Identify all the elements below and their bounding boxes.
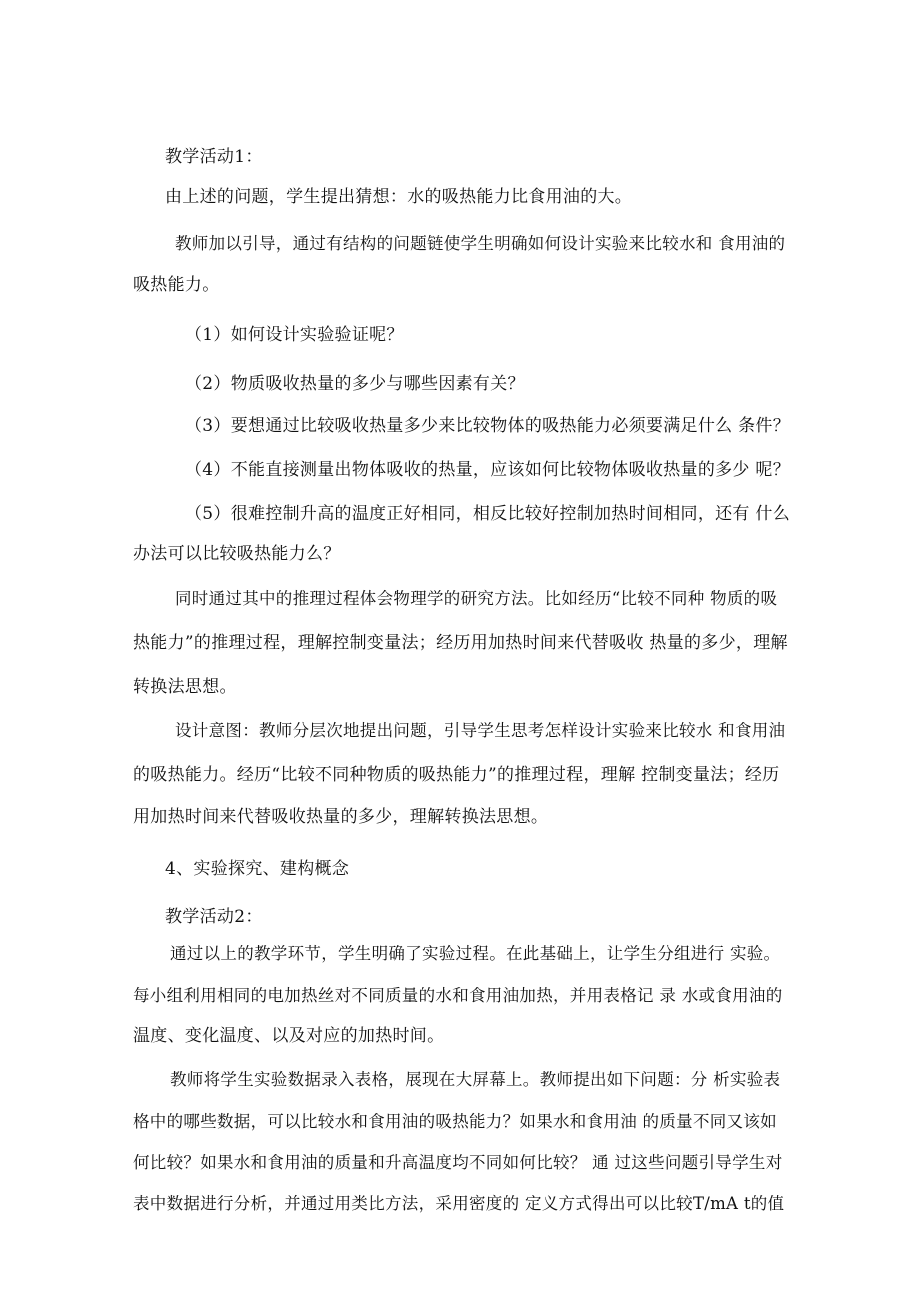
section-heading: 4、实验探究、建构概念 — [165, 859, 350, 879]
question-3: （3）要想通过比较吸收热量多少来比较物体的吸热能力必须要满足什么 条件？ — [185, 416, 791, 436]
design-intent-line: 设计意图：教师分层次地提出问题，引导学生思考怎样设计实验来比较水 和食用油 — [175, 721, 786, 740]
text-line: 由上述的问题，学生提出猜想：水的吸热能力比食用油的大。 — [165, 187, 633, 207]
text-line: 热能力”的推理过程，理解控制变量法；经历用加热时间来代替吸收 热量的多少，理解 — [133, 633, 788, 653]
text-line: 格中的哪些数据，可以比较水和食用油的吸热能力？如果水和食用油 的质量不同又该如 — [133, 1112, 777, 1131]
text-line: 吸热能力。 — [133, 275, 220, 295]
text-line: 温度、变化温度、以及对应的加热时间。 — [133, 1026, 445, 1046]
text-line: 每小组利用相同的电加热丝对不同质量的水和食用油加热，并用表格记 录 水或食用油的 — [133, 986, 783, 1005]
text-line: 表中数据进行分析，并通过用类比方法，采用密度的 定义方式得出可以比较T/mA t的值 — [133, 1194, 785, 1213]
activity-2-heading: 教学活动2： — [165, 907, 263, 927]
text-line: 教师将学生实验数据录入表格，展现在大屏幕上。教师提出如下问题：分 析实验表 — [170, 1070, 781, 1089]
text-line: 用加热时间来代替吸收热量的多少，理解转换法思想。 — [133, 807, 549, 827]
question-4: （4）不能直接测量出物体吸收的热量，应该如何比较物体吸收热量的多少 呢？ — [185, 460, 791, 480]
question-5: （5）很难控制升高的温度正好相同，相反比较好控制加热时间相同，还有 什么 — [185, 504, 791, 524]
text-line: 何比较？如果水和食用油的质量和升高温度均不同如何比较？ 通 过这些问题引导学生对 — [133, 1153, 783, 1172]
text-line: 教师加以引导，通过有结构的问题链使学生明确如何设计实验来比较水和 食用油的 — [175, 234, 786, 253]
question-2: （2）物质吸收热量的多少与哪些因素有关？ — [185, 374, 525, 394]
question-1: （1）如何设计实验验证呢？ — [185, 325, 404, 345]
text-line: 通过以上的教学环节，学生明确了实验过程。在此基础上，让学生分组进行 实验。 — [170, 944, 781, 963]
text-line: 办法可以比较吸热能力么？ — [133, 544, 341, 564]
text-line: 同时通过其中的推理过程体会物理学的研究方法。比如经历“比较不同种 物质的吸 — [175, 589, 778, 608]
text-line: 的吸热能力。经历“比较不同种物质的吸热能力”的推理过程，理解 控制变量法；经历 — [133, 765, 780, 785]
activity-1-heading: 教学活动1： — [165, 147, 263, 167]
text-line: 转换法思想。 — [133, 677, 237, 697]
